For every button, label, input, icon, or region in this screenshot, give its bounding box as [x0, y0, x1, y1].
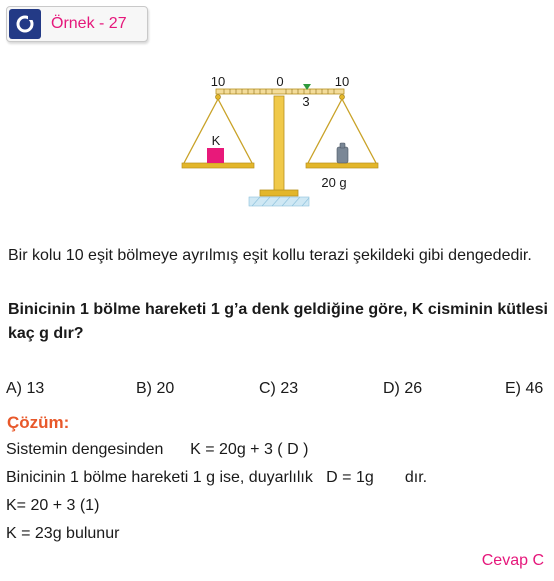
weight-knob	[340, 143, 345, 148]
scale-pillar	[274, 96, 284, 191]
weight-label: 20 g	[321, 175, 347, 190]
scale-base	[260, 190, 298, 196]
problem-question: Binicinin 1 bölme hareketi 1 g’a denk geldiğine göre, K cisminin kütlesi kaç g dır?	[8, 301, 548, 342]
choice-d[interactable]: D) 26	[383, 380, 423, 397]
choice-b[interactable]: B) 20	[136, 380, 175, 397]
mass-k-block	[207, 148, 224, 163]
solution-line-3: K= 20 + 3 (1)	[6, 497, 100, 514]
weight-20g	[337, 147, 348, 163]
right-hook	[340, 95, 345, 100]
choice-c[interactable]: C) 23	[259, 380, 299, 397]
balance-beam	[216, 89, 344, 94]
circle-icon	[9, 9, 41, 39]
answer-choices	[0, 380, 554, 404]
mass-k-label: K	[211, 133, 221, 148]
example-header	[6, 6, 148, 42]
scale-right-label: 10	[334, 74, 350, 89]
rider-position-label: 3	[302, 94, 310, 109]
solution-line-2: Binicinin 1 bölme hareketi 1 g ise, duyarlılık D = 1g dır.	[6, 469, 428, 486]
scale-left-label: 10	[210, 74, 226, 89]
solution-line-1: Sistemin dengesinden K = 20g + 3 ( D )	[6, 441, 309, 458]
choice-e[interactable]: E) 46	[505, 380, 544, 397]
solution-line-4: K = 23g bulunur	[6, 525, 120, 542]
problem-statement: Bir kolu 10 eşit bölmeye ayrılmış eşit kollu terazi şekildeki gibi dengededir.	[8, 247, 532, 264]
right-pan	[306, 163, 378, 168]
choice-a[interactable]: A) 13	[6, 380, 45, 397]
answer-label: Cevap C	[481, 552, 544, 569]
scale-center-label: 0	[276, 74, 284, 89]
left-hook	[216, 95, 221, 100]
balance-scale-figure	[172, 66, 382, 211]
left-pan	[182, 163, 254, 168]
example-title: Örnek - 27	[51, 15, 127, 32]
solution-title: Çözüm:	[7, 413, 70, 432]
